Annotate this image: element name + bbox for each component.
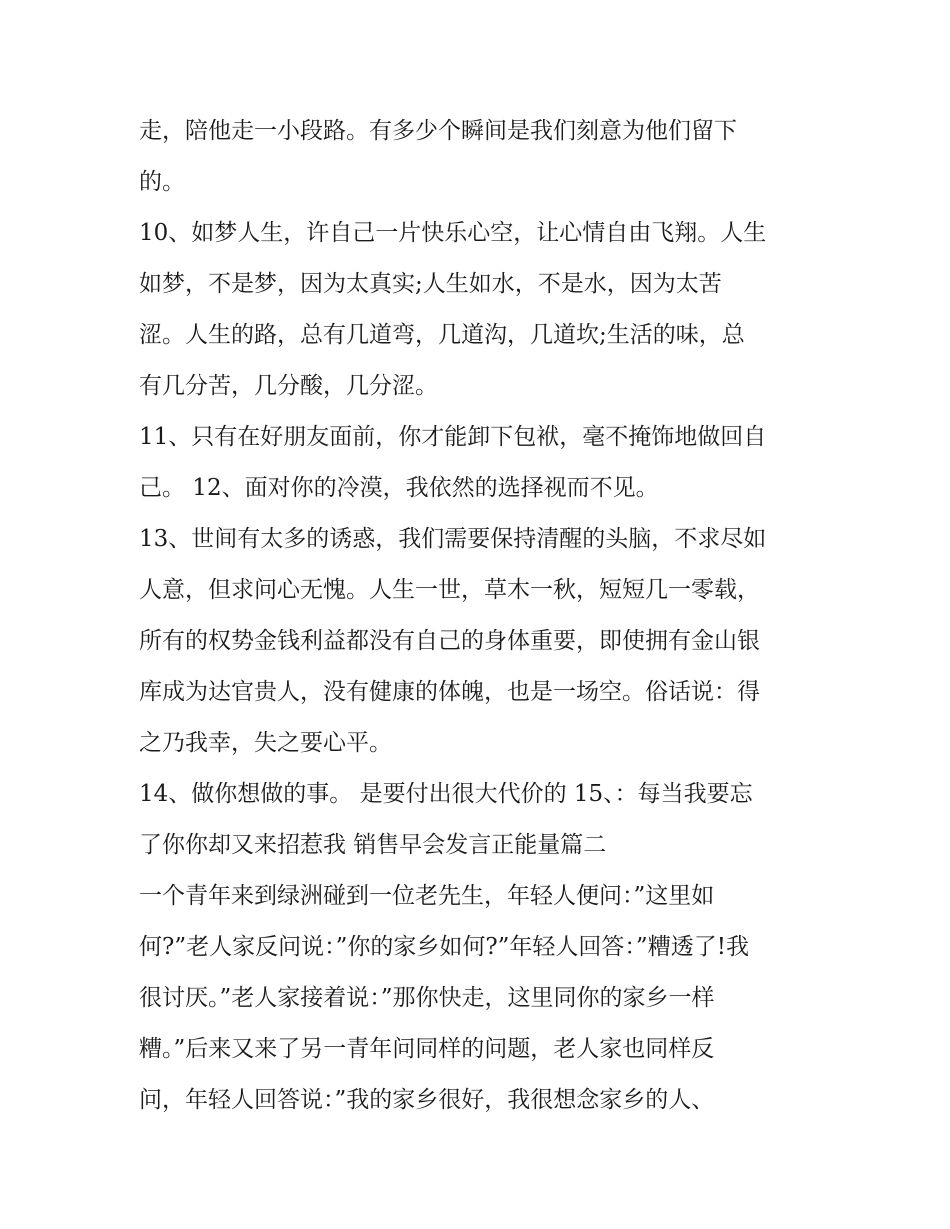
text-line: 13、世间有太多的诱惑，我们需要保持清醒的头脑，不求尽如 — [139, 526, 767, 552]
text-line: 10、如梦人生，许自己一片快乐心空，让心情自由飞翔。人生 — [139, 220, 767, 246]
text-line: 的。 — [139, 169, 185, 195]
body-text — [139, 106, 819, 1126]
text-line: 涩。人生的路，总有几道弯，几道沟，几道坎;生活的味，总 — [139, 322, 745, 348]
text-line: 何?”老人家反问说：”你的家乡如何?”年轻人回答：”糟透了!我 — [139, 934, 749, 960]
text-line: 人意，但求问心无愧。人生一世，草木一秋，短短几一零载， — [139, 577, 760, 603]
text-line: 所有的权势金钱利益都没有自己的身体重要，即使拥有金山银 — [139, 628, 760, 654]
text-line: 一个青年来到绿洲碰到一位老先生，年轻人便问：”这里如 — [139, 883, 715, 909]
text-line: 如梦，不是梦，因为太真实;人生如水，不是水，因为太苦 — [139, 271, 722, 297]
text-line: 有几分苦，几分酸，几分涩。 — [139, 373, 438, 399]
text-line: 了你你却又来招惹我 销售早会发言正能量篇二 — [139, 832, 607, 858]
text-line: 11、只有在好朋友面前，你才能卸下包袱，毫不掩饰地做回自 — [139, 424, 767, 450]
text-line: 之乃我幸，失之要心平。 — [139, 730, 392, 756]
text-line: 问，年轻人回答说：”我的家乡很好，我很想念家乡的人、 — [139, 1087, 715, 1113]
text-line: 走，陪他走一小段路。有多少个瞬间是我们刻意为他们留下 — [139, 118, 737, 144]
text-line: 库成为达官贵人，没有健康的体魄，也是一场空。俗话说：得 — [139, 679, 760, 705]
text-line: 糟。”后来又来了另一青年问同样的问题，老人家也同样反 — [139, 1036, 715, 1062]
text-line: 很讨厌。”老人家接着说：”那你快走，这里同你的家乡一样 — [139, 985, 715, 1011]
text-line: 己。 12、面对你的冷漠，我依然的选择视而不见。 — [139, 475, 659, 501]
text-line: 14、做你想做的事。 是要付出很大代价的 15、：每当我要忘 — [139, 781, 753, 807]
